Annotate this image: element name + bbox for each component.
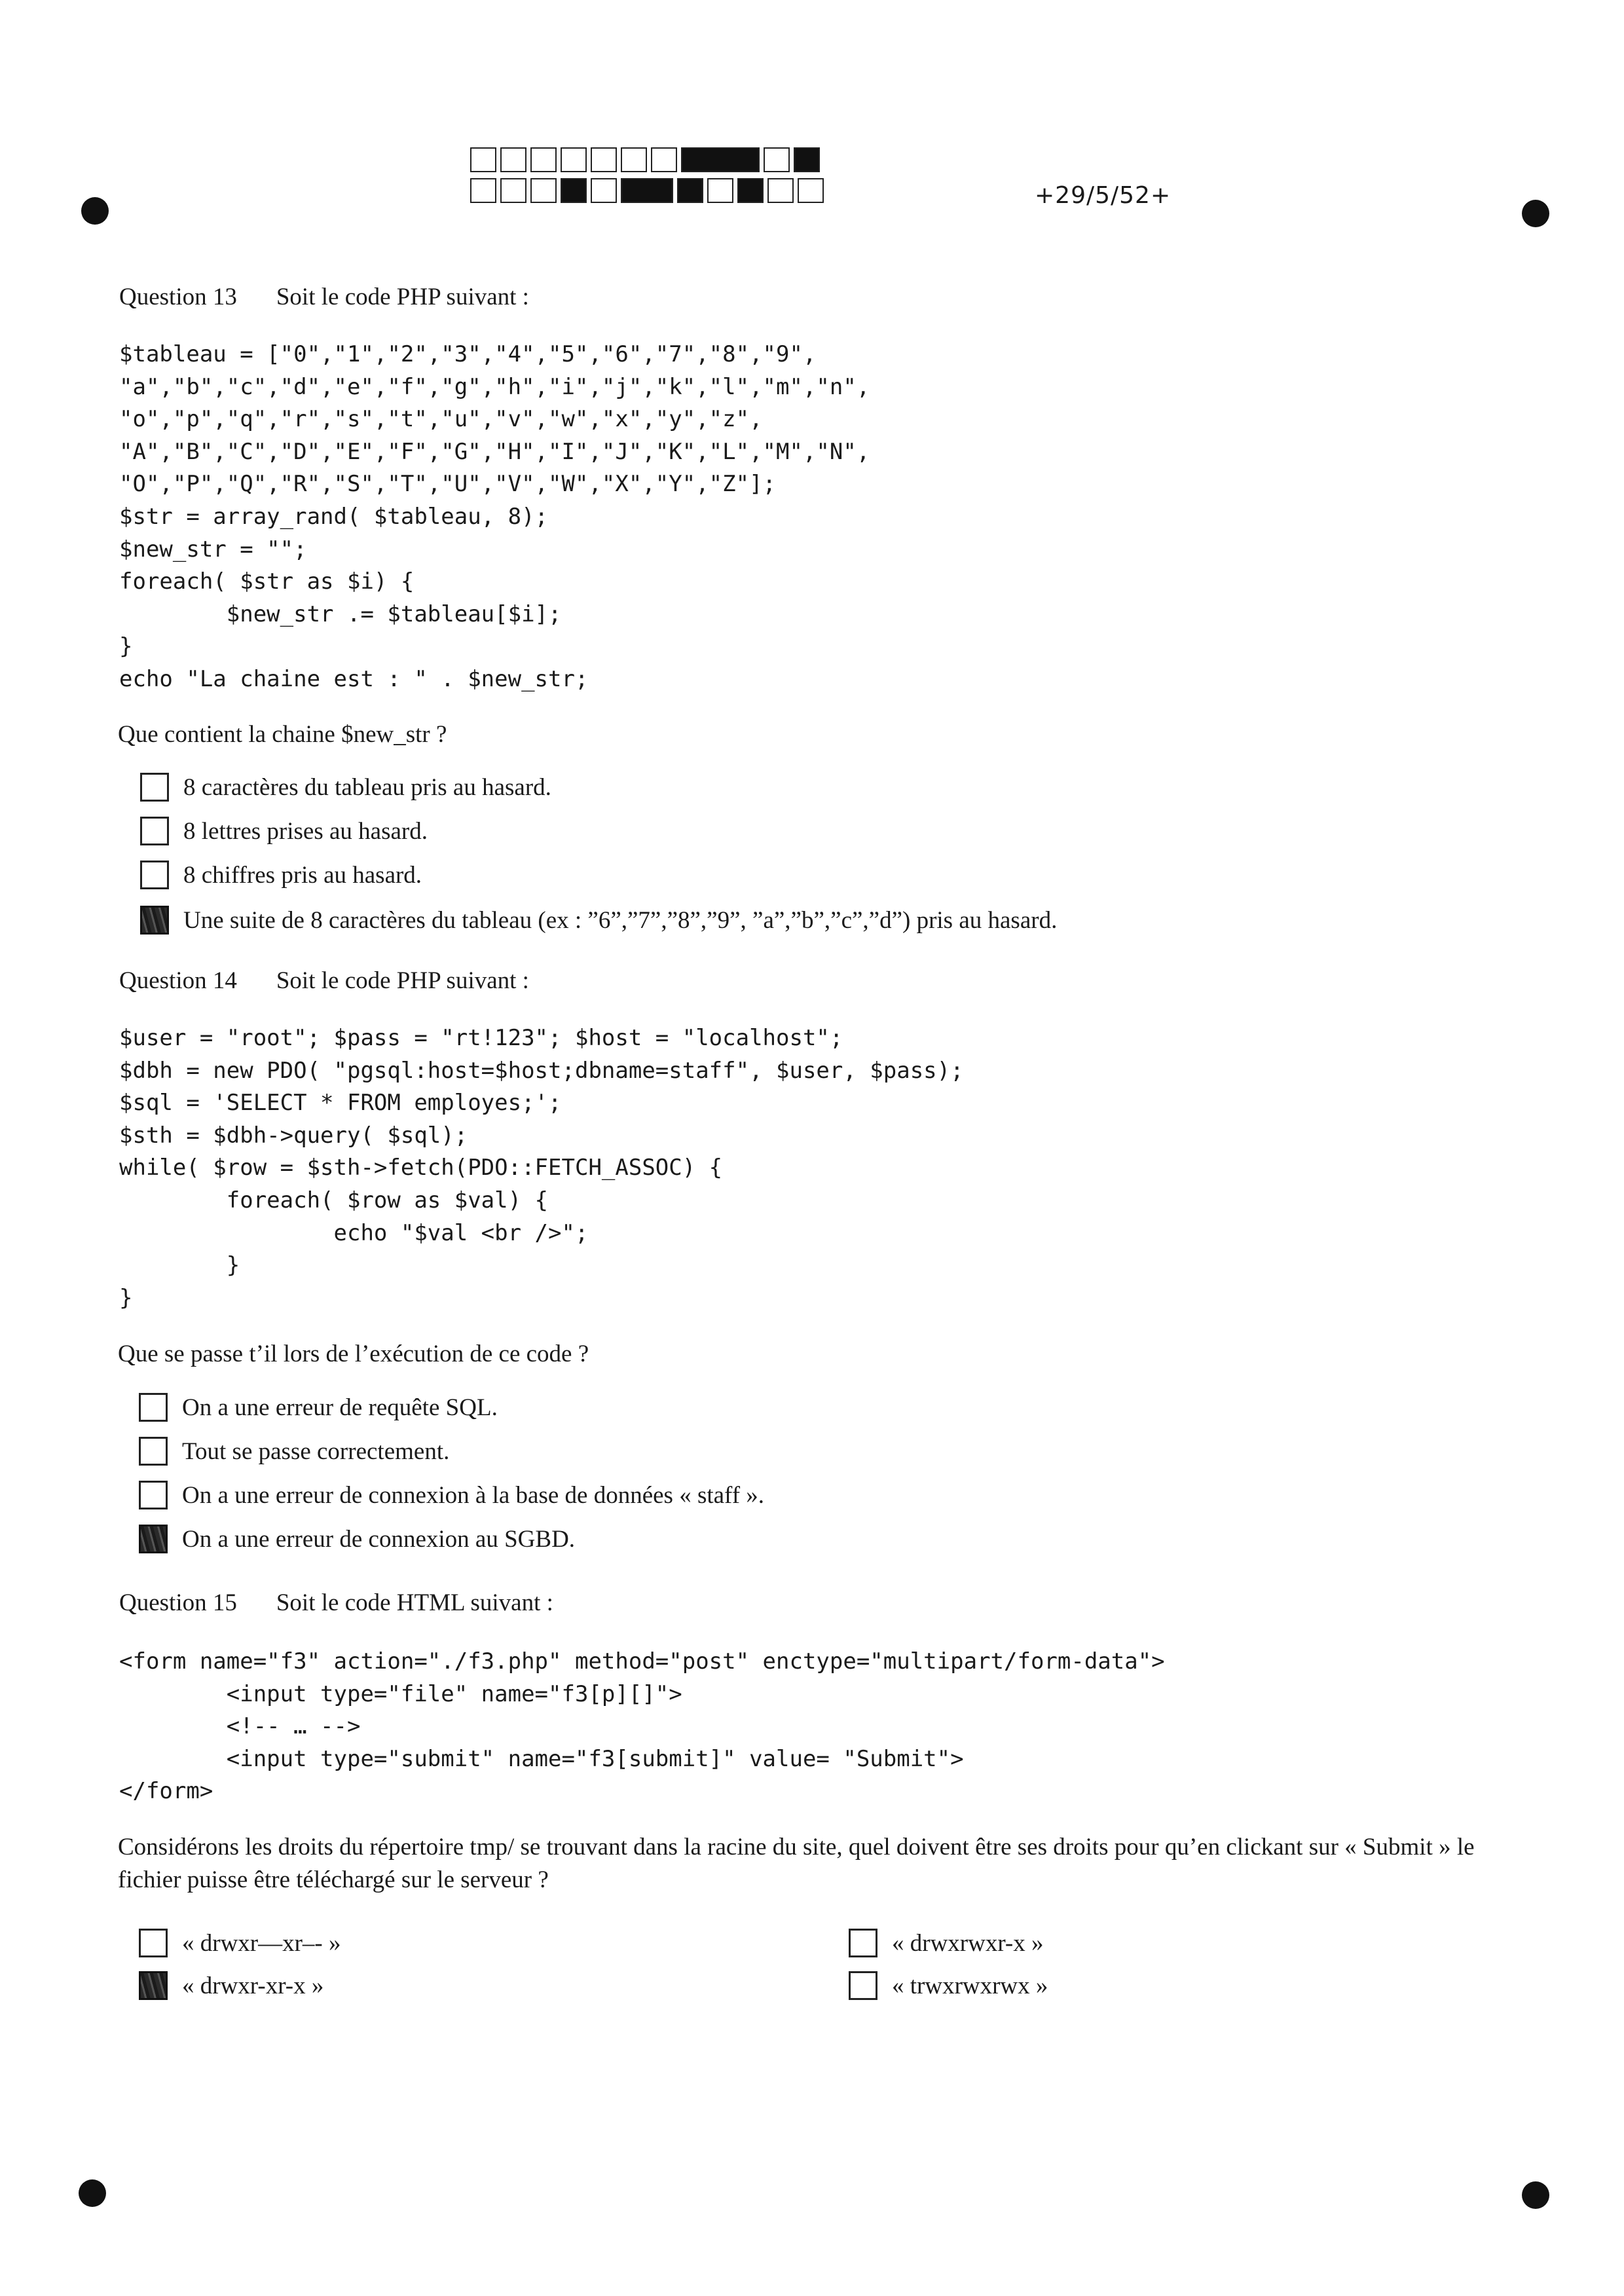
option-label: « drwxrwxr-x » bbox=[892, 1929, 1044, 1957]
id-barcode-bottom bbox=[470, 178, 828, 203]
question-14-header bbox=[119, 967, 529, 995]
q15-option-2[interactable] bbox=[139, 1971, 323, 2000]
question-intro: Soit le code PHP suivant : bbox=[276, 967, 529, 994]
question-15-header bbox=[119, 1589, 553, 1617]
question-intro: Soit le code HTML suivant : bbox=[276, 1589, 553, 1616]
page-identifier: +29/5/52+ bbox=[1035, 182, 1172, 209]
option-label: On a une erreur de connexion à la base de données « staff ». bbox=[182, 1481, 765, 1509]
option-label: « drwxr—xr–- » bbox=[182, 1929, 341, 1957]
code-block: $user = "root"; $pass = "rt!123"; $host = "localhost"; $dbh = new PDO( "pgsql:host=$host;dbname=staff", $user, $pass); $sql = 'SELECT * FROM employes;'; $sth = $dbh->query( $sql); while( $row = $sth->fetch(PDO::FETCH_ASSOC) { foreach( $row as $val) { echo "$val <br />"; } } bbox=[119, 1025, 964, 1311]
registration-mark-top-right bbox=[1522, 200, 1549, 227]
q13-option-4[interactable] bbox=[140, 906, 1057, 935]
option-label: 8 chiffres pris au hasard. bbox=[183, 861, 422, 889]
q13-option-1[interactable] bbox=[140, 773, 551, 802]
question-13-header bbox=[119, 283, 529, 311]
checkbox[interactable] bbox=[849, 1929, 877, 1957]
id-barcode-top bbox=[470, 147, 824, 172]
option-label: Une suite de 8 caractères du tableau (ex : ”6”,”7”,”8”,”9”, ”a”,”b”,”c”,”d”) pris au hasard. bbox=[183, 906, 1058, 934]
q14-option-2[interactable] bbox=[139, 1437, 449, 1466]
option-label: On a une erreur de requête SQL. bbox=[182, 1394, 498, 1421]
option-label: « trwxrwxrwx » bbox=[892, 1972, 1048, 1999]
q13-option-3[interactable] bbox=[140, 861, 422, 889]
code-block: <form name="f3" action="./f3.php" method="post" enctype="multipart/form-data"> <input type="file" name="f3[p][]"> <!-- … --> <input type="submit" name="f3[submit]" value= "Submit"> </form> bbox=[119, 1648, 1165, 1805]
option-label: 8 lettres prises au hasard. bbox=[183, 817, 428, 845]
question-intro: Soit le code PHP suivant : bbox=[276, 284, 529, 310]
q15-option-4[interactable] bbox=[849, 1971, 1048, 2000]
checkbox-checked[interactable] bbox=[139, 1971, 168, 2000]
checkbox[interactable] bbox=[139, 1929, 168, 1957]
checkbox[interactable] bbox=[140, 861, 169, 889]
registration-mark-bottom-left bbox=[79, 2179, 106, 2207]
q15-option-1[interactable] bbox=[139, 1929, 341, 1957]
q14-option-1[interactable] bbox=[139, 1393, 498, 1422]
option-label: « drwxr-xr-x » bbox=[182, 1972, 324, 1999]
checkbox[interactable] bbox=[139, 1481, 168, 1509]
q15-option-3[interactable] bbox=[849, 1929, 1044, 1957]
question-number: Question 14 bbox=[119, 967, 237, 994]
code-block: $tableau = ["0","1","2","3","4","5","6","7","8","9", "a","b","c","d","e","f","g","h","i","j","k","l","m","n", "o","p","q","r","s","t","u","v","w","x","y","z", "A","B","C","D","E","F","G","H","I","J","K","L","M","N", "O","P","Q","R","S","T","U","V","W","X","Y","Z"]; $str = array_rand( $tableau, 8); $new_str = ""; foreach( $str as $i) { $new_str .= $tableau[$i]; } echo "La chaine est : " . $new_str; bbox=[119, 341, 870, 692]
registration-mark-top-left bbox=[81, 197, 109, 225]
option-label: Tout se passe correctement. bbox=[182, 1437, 450, 1465]
question-prompt: Que contient la chaine $new_str ? bbox=[118, 721, 447, 748]
option-label: 8 caractères du tableau pris au hasard. bbox=[183, 773, 551, 801]
checkbox[interactable] bbox=[139, 1437, 168, 1466]
q13-option-2[interactable] bbox=[140, 817, 428, 845]
checkbox[interactable] bbox=[849, 1971, 877, 2000]
checkbox-checked[interactable] bbox=[139, 1525, 168, 1553]
checkbox[interactable] bbox=[140, 817, 169, 845]
q14-option-3[interactable] bbox=[139, 1481, 764, 1509]
checkbox[interactable] bbox=[139, 1393, 168, 1422]
question-number: Question 13 bbox=[119, 284, 237, 310]
registration-mark-bottom-right bbox=[1522, 2181, 1549, 2209]
checkbox[interactable] bbox=[140, 773, 169, 802]
question-prompt: Que se passe t’il lors de l’exécution de ce code ? bbox=[118, 1341, 589, 1367]
q14-option-4[interactable] bbox=[139, 1525, 575, 1553]
option-label: On a une erreur de connexion au SGBD. bbox=[182, 1525, 576, 1553]
question-prompt: Considérons les droits du répertoire tmp/ se trouvant dans la racine du site, quel doivent être ses droits pour qu’en clickant sur « Submit » le fichier puisse être téléchargé sur le serveur ? bbox=[118, 1834, 1475, 1893]
checkbox-checked[interactable] bbox=[140, 906, 169, 935]
question-number: Question 15 bbox=[119, 1589, 237, 1616]
